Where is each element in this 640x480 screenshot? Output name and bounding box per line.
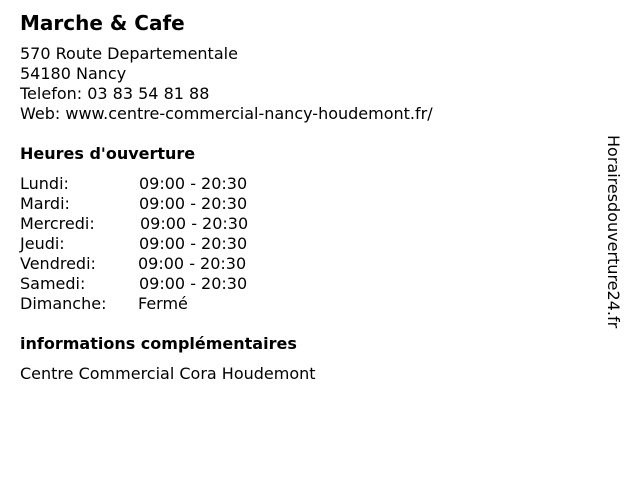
day-label: Mardi: [20, 194, 70, 213]
day-label: Jeudi: [20, 234, 65, 253]
hours-row-wednesday [20, 214, 320, 234]
time-value: 09:00 - 20:30 [138, 254, 247, 273]
additional-info-heading: informations complémentaires [20, 334, 297, 353]
website-text: Web: www.centre-commercial-nancy-houdemont.fr/ [20, 104, 433, 123]
time-value: 09:00 - 20:30 [139, 194, 248, 213]
day-label: Dimanche: [20, 294, 107, 313]
opening-hours-heading: Heures d'ouverture [20, 144, 196, 163]
day-label: Lundi: [20, 174, 69, 193]
day-label: Samedi: [20, 274, 86, 293]
site-watermark: Horairesdouverture24.fr [604, 135, 623, 329]
business-name: Marche & Cafe [20, 11, 185, 35]
address-block [20, 44, 433, 124]
time-value: Fermé [138, 294, 188, 313]
hours-row-friday [20, 254, 320, 274]
time-value: 09:00 - 20:30 [139, 234, 248, 253]
hours-row-saturday [20, 274, 320, 294]
hours-row-monday [20, 174, 320, 194]
time-value: 09:00 - 20:30 [140, 214, 249, 233]
time-value: 09:00 - 20:30 [139, 274, 248, 293]
hours-row-thursday [20, 234, 320, 254]
city-address: 54180 Nancy [20, 64, 127, 83]
day-label: Vendredi: [20, 254, 96, 273]
time-value: 09:00 - 20:30 [139, 174, 248, 193]
phone-number: Telefon: 03 83 54 81 88 [20, 84, 210, 103]
hours-row-tuesday [20, 194, 320, 214]
street-address: 570 Route Departementale [20, 44, 238, 63]
day-label: Mercredi: [20, 214, 95, 233]
opening-hours-table [20, 174, 320, 314]
additional-info-text: Centre Commercial Cora Houdemont [20, 364, 316, 383]
hours-row-sunday [20, 294, 320, 314]
